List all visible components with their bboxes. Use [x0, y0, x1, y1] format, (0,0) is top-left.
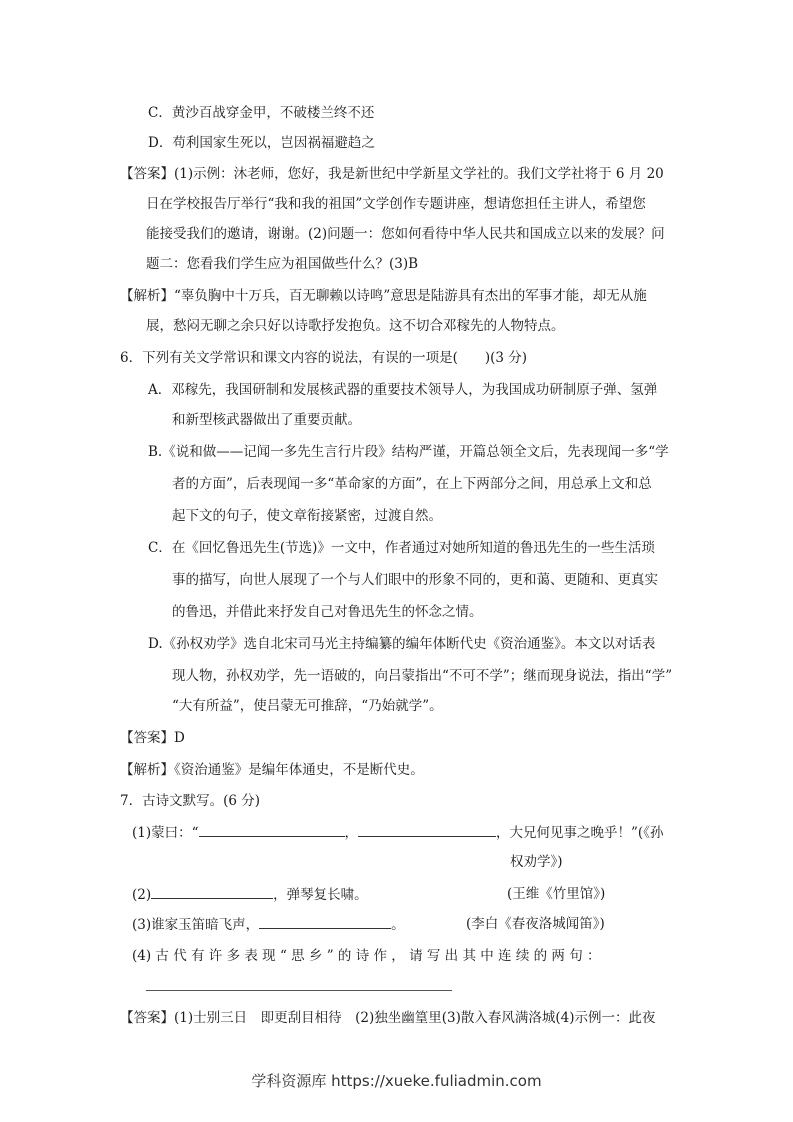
- answer-5-line-3: 能接受我们的邀请，谢谢。(2)问题一：您如何看待中华人民共和国成立以来的发展？问: [146, 226, 665, 242]
- q6-option-d-line-2: 现人物，孙权劝学，先一语破的，向吕蒙指出“不可不学”；继而现身说法，指出“学”: [172, 668, 673, 684]
- q6-option-d-line-1: D.《孙权劝学》选自北宋司马光主持编纂的编年体断代史《资治通鉴》。本文以对话表: [148, 636, 656, 652]
- q6-option-a-line-2: 和新型核武器做出了重要贡献。: [172, 412, 361, 428]
- q6-option-b-line-1: B.《说和做——记闻一多先生言行片段》结构严谨，开篇总领全文后，先表现闻一多“学: [148, 444, 669, 460]
- analysis-6: 【解析】《资治通鉴》是编年体通史，不是断代史。: [120, 762, 424, 778]
- option-d-previous: D．苟利国家生死以，岂因祸福避趋之: [148, 135, 375, 151]
- answer-6: 【答案】D: [120, 730, 185, 746]
- answer-5-line-4: 题二：您看我们学生应为祖国做些什么？(3)B: [146, 256, 419, 272]
- q7-item-2-suffix: ，弹琴复长啸。: [273, 887, 368, 903]
- analysis-5-line-1: 【解析】“辜负胸中十万兵，百无聊赖以诗鸣”意思是陆游具有杰出的军事才能，却无从施: [120, 288, 647, 304]
- q6-option-b-line-2: 者的方面”，后表现闻一多“革命家的方面”，在上下两部分之间，用总承上文和总: [172, 476, 652, 492]
- q7-item-1-suffix: ，大兄何见事之晚乎！”(《孙: [496, 825, 664, 841]
- answer-5-line-1: 【答案】(1)示例：沐老师，您好，我是新世纪中学新星文学社的。我们文学社将于 6 月 20: [120, 166, 664, 182]
- q6-option-a-line-1: A．邓稼先，我国研制和发展核武器的重要技术领导人，为我国成功研制原子弹、氢弹: [148, 382, 658, 398]
- q7-blank-4[interactable]: [259, 914, 391, 929]
- q7-item-3-suffix: 。: [391, 917, 405, 933]
- q7-item-3: [132, 914, 405, 935]
- q7-item-3-source: (李白《春夜洛城闻笛》): [466, 916, 605, 932]
- analysis-5-line-2: 展，愁闷无聊之余只好以诗歌抒发抱负。这不切合邓稼先的人物特点。: [146, 318, 565, 334]
- q6-option-c-line-1: C．在《回忆鲁迅先生(节选)》一文中，作者通过对她所知道的鲁迅先生的一些生活琐: [148, 540, 655, 556]
- q7-item-2: [132, 884, 368, 905]
- q7-item-1-prefix: (1)蒙曰：“: [132, 825, 199, 841]
- q7-blank-3[interactable]: [151, 884, 273, 899]
- q7-item-2-prefix: (2): [132, 887, 152, 903]
- question-6: 6．下列有关文学常识和课文内容的说法，有误的一项是( )(3 分): [120, 350, 528, 366]
- q6-option-c-line-2: 事的描写，向世人展现了一个与人们眼中的形象不同的，更和蔼、更随和、更真实: [172, 572, 658, 588]
- q7-item-1-comma: ，: [344, 825, 359, 841]
- q7-blank-2[interactable]: [358, 822, 496, 837]
- q7-blank-5[interactable]: [146, 990, 452, 991]
- q7-item-1: [132, 822, 663, 843]
- q6-option-d-line-3: “大有所益”，使吕蒙无可推辞，“乃始就学”。: [172, 698, 443, 714]
- q7-item-1-source: 权劝学》): [510, 854, 563, 870]
- footer-watermark: 学科资源库 https://xueke.fuliadmin.com: [251, 1072, 542, 1090]
- answer-7: 【答案】(1)士别三日 即更刮目相待 (2)独坐幽篁里(3)散入春风满洛城(4)示例一：此夜: [120, 1010, 656, 1026]
- q7-item-4: (4) 古 代 有 许 多 表 现 “ 思 乡 ” 的 诗 作 ， 请 写 出 其 中 连 续 的 两 句 ：: [132, 948, 601, 964]
- q7-blank-1[interactable]: [199, 822, 345, 837]
- option-c-previous: C．黄沙百战穿金甲，不破楼兰终不还: [148, 105, 375, 121]
- q7-item-2-source: (王维《竹里馆》): [507, 886, 606, 902]
- q6-option-c-line-3: 的鲁迅，并借此来抒发自己对鲁迅先生的怀念之情。: [172, 604, 483, 620]
- q7-item-3-prefix: (3)谁家玉笛暗飞声，: [132, 917, 260, 933]
- answer-5-line-2: 日在学校报告厅举行“我和我的祖国”文学创作专题讲座，想请您担任主讲人，希望您: [146, 196, 646, 212]
- q6-option-b-line-3: 起下文的句子，使文章衔接紧密，过渡自然。: [172, 508, 442, 524]
- question-7: 7．古诗文默写。(6 分): [120, 793, 261, 809]
